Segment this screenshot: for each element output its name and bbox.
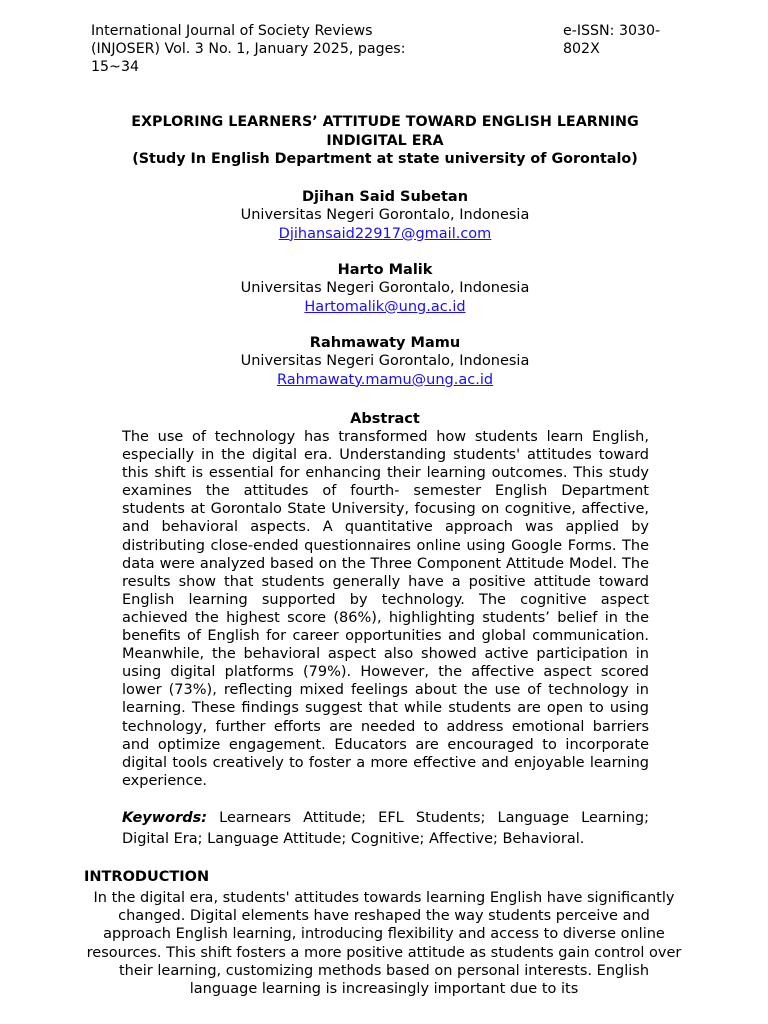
introduction-text: In the digital era, students' attitudes towards learning English have significantly changed. Digital elements have reshaped the way students perceive and approach English learning, introducing flexibility and access to diverse online resources. This shift fosters a more positive attitude as students gain control over their learning, customizing methods based on personal interests. English language learning is increasingly important due to its xyxy=(86,890,682,998)
author-name: Djihan Said Subetan xyxy=(301,189,469,205)
author-block xyxy=(90,188,680,243)
author-affiliation: Universitas Negeri Gorontalo, Indonesia xyxy=(240,353,530,370)
author-email-link[interactable]: Hartomalik@ung.ac.id xyxy=(304,298,466,315)
keywords-text: Learnears Attitude; EFL Students; Language Learning; Digital Era; Language Attitude; Cognitive; Affective; Behavioral. xyxy=(122,810,649,847)
author-affiliation: Universitas Negeri Gorontalo, Indonesia xyxy=(240,207,530,224)
author-email-link[interactable]: Djihansaid22917@gmail.com xyxy=(278,225,492,242)
abstract-heading: Abstract xyxy=(350,411,420,427)
author-block xyxy=(90,261,680,316)
abstract-text: The use of technology has transformed how students learn English, especially in the digital era. Understanding students' attitudes toward this shift is essential for enhancing their learning outcomes. This study examines the attitudes of fourth- semester English Department students at Gorontalo State University, focusing on cognitive, affective, and behavioral aspects. A quantitative approach was applied by distributing close-ended questionnaires online using Google Forms. The data were analyzed based on the Three Component Attitude Model. The results show that students generally have a positive attitude toward English learning supported by technology. The cognitive aspect achieved the highest score (86%), highlighting students’ belief in the benefits of English for career opportunities and global communication. Meanwhile, the behavioral aspect also showed active participation in using digital platforms (79%). However, the affective aspect scored lower (73%), reflecting mixed feelings about the use of technology in learning. These findings suggest that while students are open to using technology, further efforts are needed to address emotional barriers and optimize engagement. Educators are encouraged to incorporate digital tools creatively to foster a more effective and enjoyable learning experience. xyxy=(122,429,649,789)
issn: e-ISSN: 3030-802X xyxy=(563,23,661,58)
author-email-link[interactable]: Rahmawaty.mamu@ung.ac.id xyxy=(276,371,494,388)
author-affiliation: Universitas Negeri Gorontalo, Indonesia xyxy=(240,280,530,297)
author-name: Rahmawaty Mamu xyxy=(309,335,461,351)
keywords-label: Keywords: xyxy=(122,810,208,826)
keywords xyxy=(122,808,649,849)
journal-citation: International Journal of Society Reviews (INJOSER) Vol. 3 No. 1, January 2025, pages: 15~34 xyxy=(91,23,406,76)
author-name: Harto Malik xyxy=(337,262,433,278)
introduction-heading: INTRODUCTION xyxy=(84,869,210,885)
title-main: EXPLORING LEARNERS’ ATTITUDE TOWARD ENGLISH LEARNING INDIGITAL ERA xyxy=(131,114,639,149)
title-subtitle: (Study In English Department at state university of Gorontalo) xyxy=(132,151,638,167)
paper-title xyxy=(90,113,680,169)
author-block xyxy=(90,334,680,389)
